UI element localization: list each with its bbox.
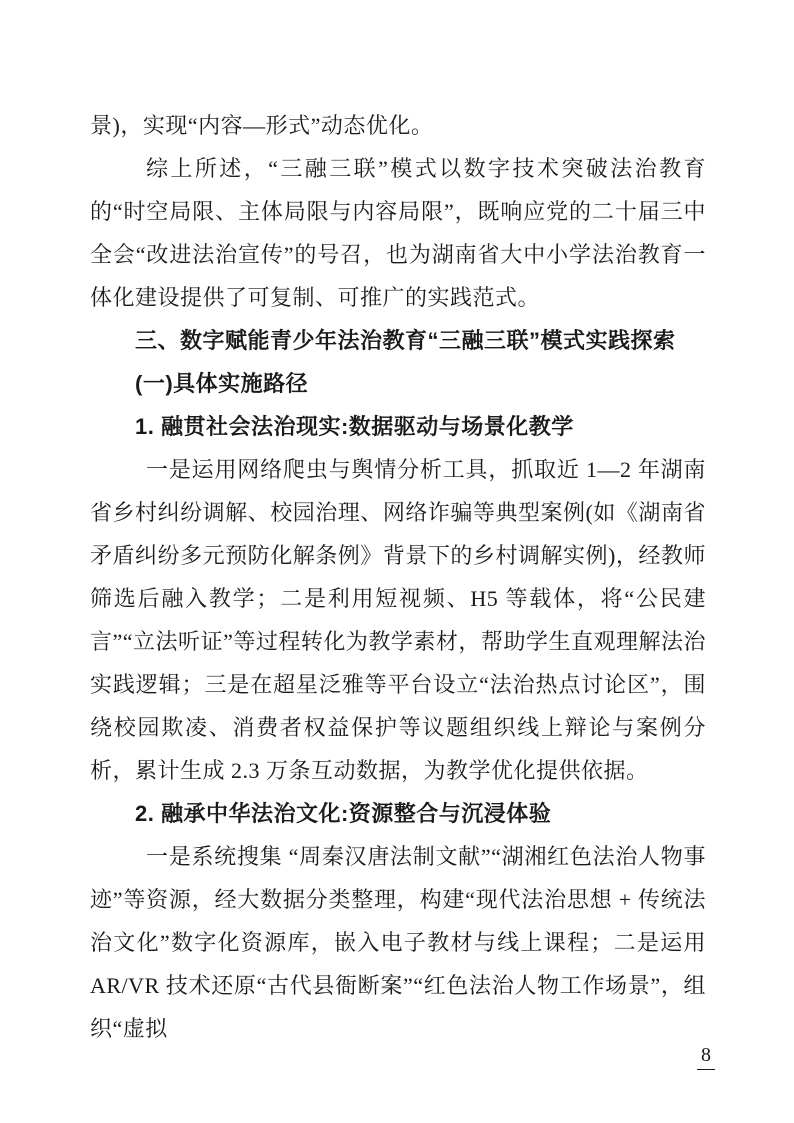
page-number: 8 bbox=[697, 1042, 715, 1070]
paragraph-summary: 综上所述，“三融三联”模式以数字技术突破法治教育的“时空局限、主体局限与内容局限”，既响应党的二十届三中全会“改进法治宣传”的号召，也为湖南省大中小学法治教育一体化建设提供了可复制、可推广的实践范式。 bbox=[90, 156, 706, 310]
paragraph-point-1-body: 一是运用网络爬虫与舆情分析工具，抓取近 1—2 年湖南省乡村纠纷调解、校园治理、网络诈骗等典型案例(如《湖南省矛盾纠纷多元预防化解条例》背景下的乡村调解实例)，经教师筛选后融入教学；二是利用短视频、H5 等载体，将“公民建言”“立法听证”等过程转化为教学素材，帮助学生直观理解法治实践逻辑；三是在超星泛雅等平台设立“法治热点讨论区”，围绕校园欺凌、消费者权益保护等议题组织线上辩论与案例分析，累计生成 2.3 万条互动数据，为教学优化提供依据。 bbox=[90, 457, 707, 783]
paragraph-continuation: 景)，实现“内容—形式”动态优化。 bbox=[90, 113, 434, 138]
heading-point-1: 1. 融贯社会法治现实:数据驱动与场景化教学 bbox=[135, 414, 574, 439]
document-body bbox=[90, 104, 706, 1050]
heading-point-2: 2. 融承中华法治文化:资源整合与沉浸体验 bbox=[135, 801, 552, 826]
heading-subsection-one: (一)具体实施路径 bbox=[135, 371, 309, 396]
paragraph-point-2-body: 一是系统搜集 “周秦汉唐法制文献”“湖湘红色法治人物事迹”等资源，经大数据分类整理，构建“现代法治思想 + 传统法治文化”数字化资源库，嵌入电子教材与线上课程；二是运用 AR/VR 技术还原“古代县衙断案”“红色法治人物工作场景”，组织“虚拟 bbox=[90, 844, 706, 1041]
heading-section-three: 三、数字赋能青少年法治教育“三融三联”模式实践探索 bbox=[135, 328, 676, 353]
